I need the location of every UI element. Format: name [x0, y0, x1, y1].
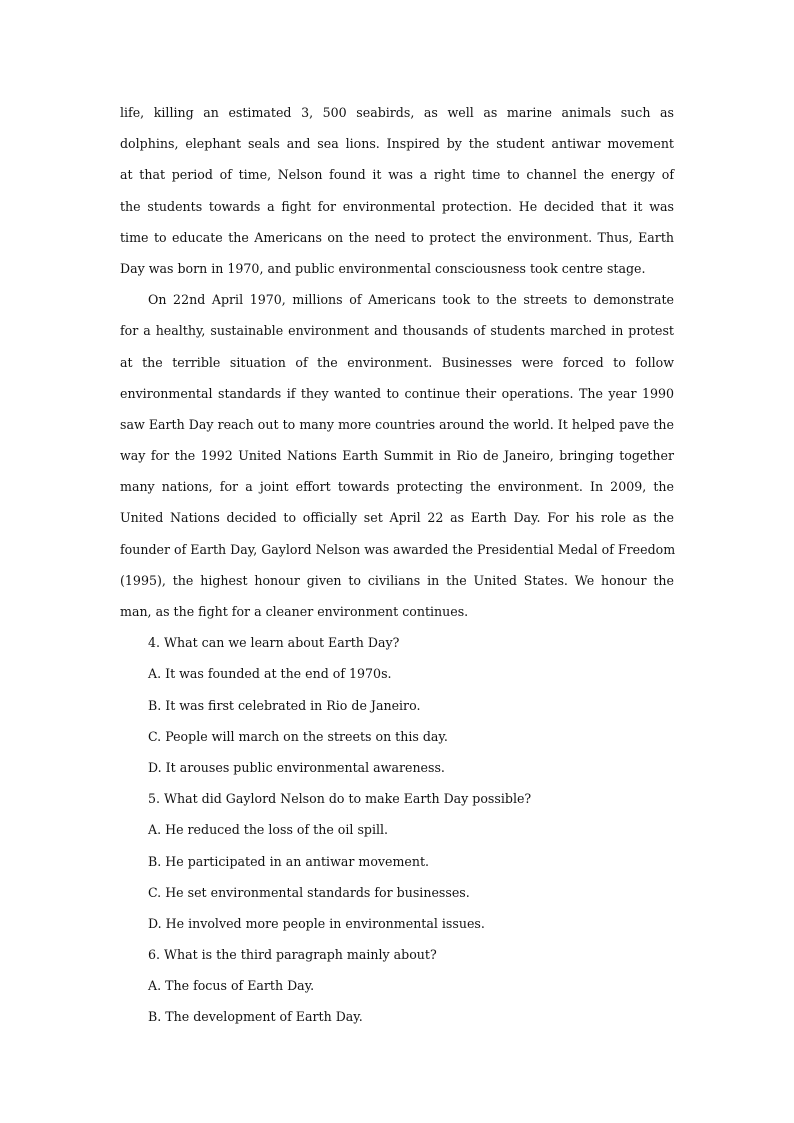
answer-option: A. The focus of Earth Day.	[148, 978, 315, 994]
paragraph-line: many nations, for a joint effort towards protecting the environment. In 2009, the	[120, 479, 674, 495]
paragraph-line: dolphins, elephant seals and sea lions. Inspired by the student antiwar movement	[120, 136, 674, 152]
question-6	[120, 939, 674, 1033]
paragraph-line: environmental standards if they wanted to continue their operations. The year 1990	[120, 385, 674, 401]
answer-option: C. He set environmental standards for businesses.	[148, 884, 470, 900]
answer-option: A. It was founded at the end of 1970s.	[148, 666, 392, 682]
question-5	[120, 783, 674, 939]
paragraph-line: man, as the fight for a cleaner environment continues.	[120, 604, 469, 619]
answer-option: C. People will march on the streets on this day.	[148, 728, 448, 744]
paragraph-line: the students towards a fight for environmental protection. He decided that it was	[120, 198, 674, 214]
document-page	[120, 97, 674, 1033]
answer-option: D. He involved more people in environmental issues.	[148, 915, 485, 931]
paragraph-line: saw Earth Day reach out to many more countries around the world. It helped pave the	[120, 416, 674, 432]
paragraph-2	[120, 284, 674, 627]
paragraph-line: at the terrible situation of the environment. Businesses were forced to follow	[120, 354, 674, 370]
answer-option: D. It arouses public environmental awareness.	[148, 759, 445, 775]
answer-option: A. He reduced the loss of the oil spill.	[148, 822, 389, 838]
paragraph-line: way for the 1992 United Nations Earth Summit in Rio de Janeiro, bringing together	[120, 448, 674, 464]
paragraph-line: United Nations decided to officially set April 22 as Earth Day. For his role as the	[120, 510, 674, 526]
question-stem: 5. What did Gaylord Nelson do to make Earth Day possible?	[148, 791, 532, 807]
paragraph-line: On 22nd April 1970, millions of Americans took to the streets to demonstrate	[148, 292, 674, 308]
paragraph-line: (1995), the highest honour given to civilians in the United States. We honour the	[120, 572, 674, 588]
question-stem: 6. What is the third paragraph mainly about?	[148, 947, 437, 963]
paragraph-line: for a healthy, sustainable environment and thousands of students marched in protest	[120, 323, 674, 339]
paragraph-line: at that period of time, Nelson found it was a right time to channel the energy of	[120, 167, 674, 183]
question-stem: 4. What can we learn about Earth Day?	[148, 635, 400, 651]
paragraph-line: founder of Earth Day, Gaylord Nelson was awarded the Presidential Medal of Freedom	[120, 541, 676, 557]
paragraph-line: life, killing an estimated 3, 500 seabirds, as well as marine animals such as	[120, 105, 674, 120]
paragraph-1	[120, 97, 674, 284]
answer-option: B. It was first celebrated in Rio de Janeiro.	[148, 697, 421, 713]
answer-option: B. The development of Earth Day.	[148, 1009, 363, 1025]
paragraph-line: Day was born in 1970, and public environmental consciousness took centre stage.	[120, 260, 646, 276]
question-4	[120, 627, 674, 783]
paragraph-line: time to educate the Americans on the need to protect the environment. Thus, Earth	[120, 229, 674, 245]
answer-option: B. He participated in an antiwar movement.	[148, 853, 430, 869]
